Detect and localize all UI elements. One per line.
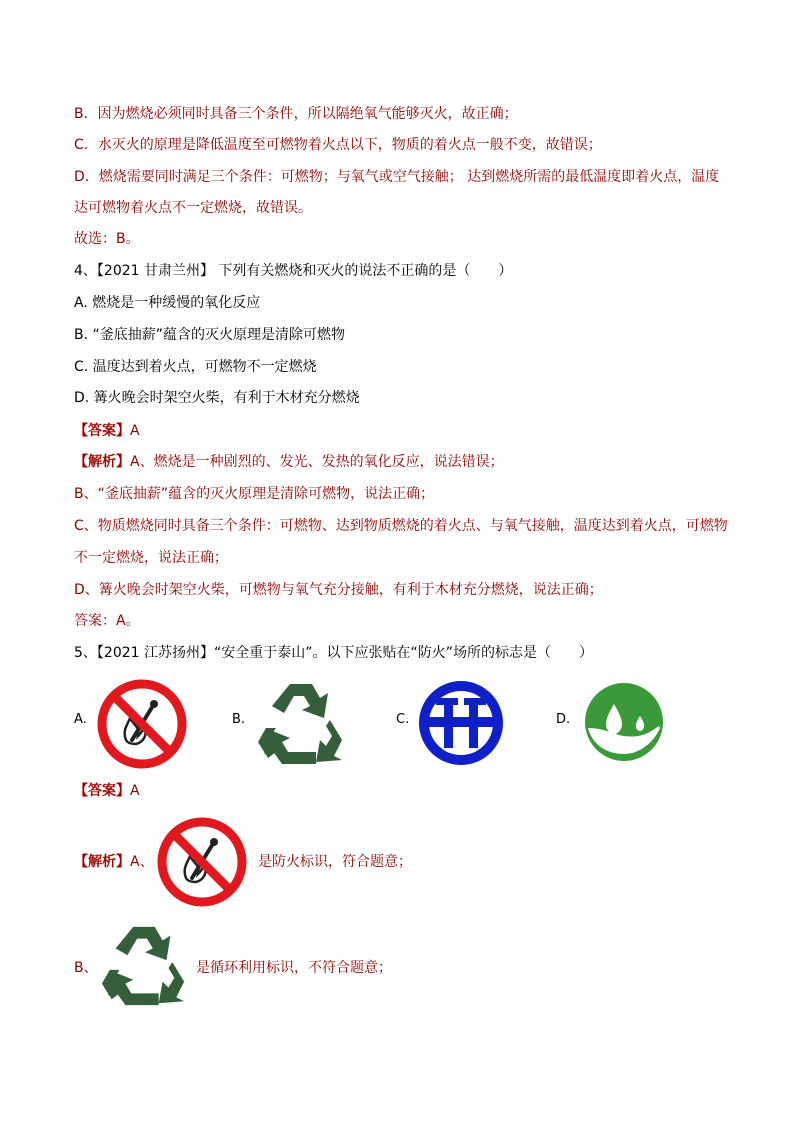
q5-analysis-b-text: 是循环利用标识，不符合题意； xyxy=(196,960,392,976)
q4-stem: 4、【2021 甘肃兰州】 下列有关燃烧和灭火的说法不正确的是（ ） xyxy=(74,263,513,279)
green-water-sign-icon xyxy=(584,682,664,766)
no-fire-sign-icon xyxy=(96,678,188,774)
q5-answer xyxy=(74,781,140,801)
q5-analysis-b-prefix: B、 xyxy=(74,960,98,976)
q4-option-b: B. “釜底抽薪”蕴含的灭火原理是清除可燃物 xyxy=(74,327,346,343)
q4-analysis-a xyxy=(74,452,504,472)
q5-option-c-label: C. xyxy=(396,712,410,727)
q4-final-answer: 答案：A。 xyxy=(74,613,140,629)
explanation-line-d1: D．燃烧需要同时满足三个条件：可燃物；与氧气或空气接触； 达到燃烧所需的最低温度即着火点，温度 xyxy=(74,169,720,185)
q5-analysis-a-text: 是防火标识，符合题意； xyxy=(258,854,412,870)
water-saving-sign-icon xyxy=(418,680,504,770)
q5-analysis-tag: 【解析】 xyxy=(74,854,130,870)
q5-analysis-a-prefix xyxy=(74,851,154,871)
q4-answer xyxy=(74,421,140,441)
q4-analysis-tag: 【解析】 xyxy=(74,454,130,470)
q4-option-d: D. 篝火晚会时架空火柴，有利于木材充分燃烧 xyxy=(74,390,360,406)
q5-answer-value: A xyxy=(130,783,140,799)
q5-answer-tag: 【答案】 xyxy=(74,783,130,799)
q4-analysis-a-text: A、燃烧是一种剧烈的、发光、发热的氧化反应，说法错误； xyxy=(130,454,504,470)
q4-analysis-c2: 不一定燃烧，说法正确； xyxy=(74,550,228,566)
recycle-sign-icon xyxy=(254,680,348,772)
recycle-sign-icon-analysis xyxy=(98,922,190,1014)
q5-option-a-label: A. xyxy=(74,712,87,727)
q5-analysis-a-letter: A、 xyxy=(130,854,154,870)
explanation-line-b: B．因为燃烧必须同时具备三个条件，所以隔绝氧气能够灭火，故正确； xyxy=(74,106,518,122)
q4-analysis-d: D、篝火晚会时架空火柴，可燃物与氧气充分接触，有利于木材充分燃烧，说法正确； xyxy=(74,582,603,598)
q4-option-c: C. 温度达到着火点，可燃物不一定燃烧 xyxy=(74,359,317,375)
explanation-choice: 故选：B。 xyxy=(74,231,140,247)
q4-answer-value: A xyxy=(130,423,140,439)
no-fire-sign-icon-analysis xyxy=(156,816,248,912)
q4-analysis-c1: C、物质燃烧同时具备三个条件：可燃物、达到物质燃烧的着火点、与氧气接触，温度达到着火点，可燃物 xyxy=(74,518,728,534)
q5-option-d-label: D. xyxy=(556,712,571,727)
q4-option-a: A. 燃烧是一种缓慢的氧化反应 xyxy=(74,295,261,311)
explanation-line-d2: 达可燃物着火点不一定燃烧，故错误。 xyxy=(74,200,312,216)
explanation-line-c: C．水灭火的原理是降低温度至可燃物着火点以下，物质的着火点一般不变，故错误； xyxy=(74,137,602,153)
q4-answer-tag: 【答案】 xyxy=(74,423,130,439)
q4-analysis-b: B、“釜底抽薪”蕴含的灭火原理是清除可燃物，说法正确； xyxy=(74,486,435,502)
q5-option-b-label: B. xyxy=(232,712,246,727)
q5-stem: 5、【2021 江苏扬州】“安全重于泰山”。以下应张贴在“防火”场所的标志是（ ） xyxy=(74,645,593,661)
